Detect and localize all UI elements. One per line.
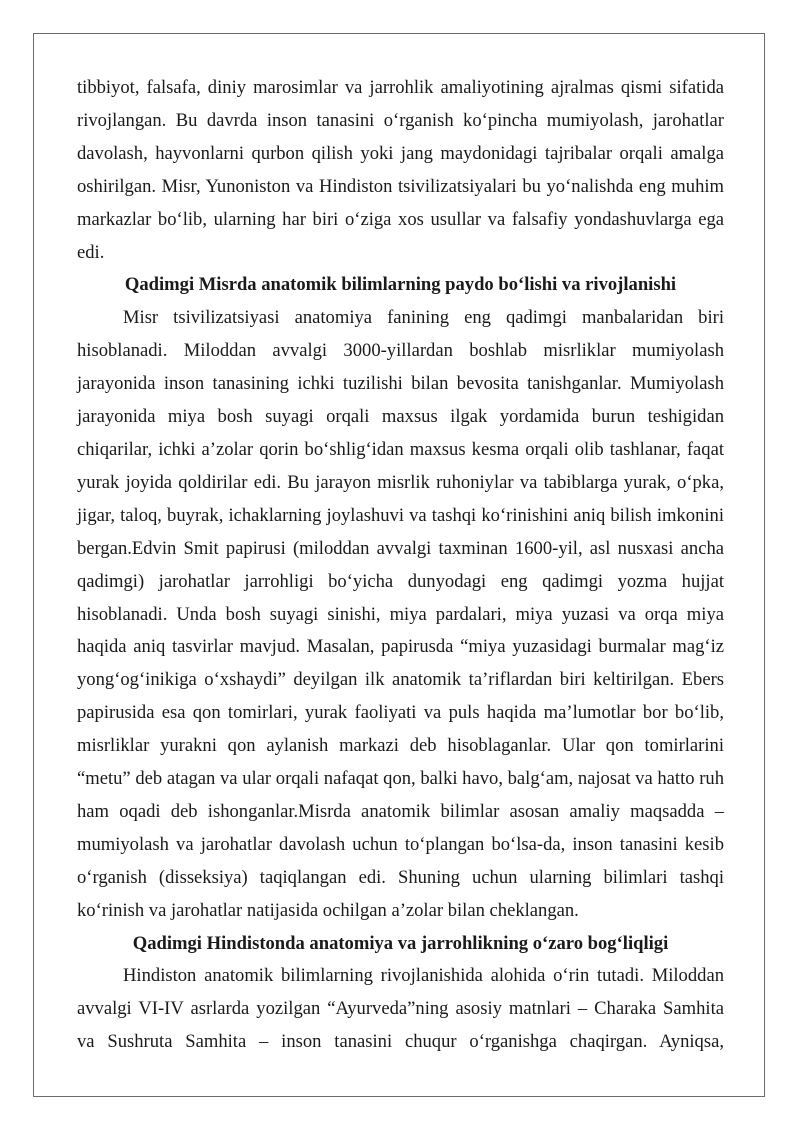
- intro-paragraph: tibbiyot, falsafa, diniy marosimlar va jarrohlik amaliyotining ajralmas qismi sifatida rivojlangan. Bu davrda inson tanasini o‘rganish ko‘pincha mumiyolash, jarohatlar davolash, hayvonlarni qurbon qilish yoki jang maydonidagi tajribalar orqali amalga oshirilgan. Misr, Yunoniston va Hindiston tsivilizatsiyalari bu yo‘nalishda eng muhim markazlar bo‘lib, ularning har biri o‘ziga xos usullar va falsafiy yondashuvlarga ega edi.: [77, 77, 724, 263]
- section-heading-egypt: Qadimgi Misrda anatomik bilimlarning paydo bo‘lishi va rivojlanishi: [124, 274, 677, 296]
- india-paragraph: Hindiston anatomik bilimlarning rivojlanishida alohida o‘rin tutadi. Miloddan avvalgi VI-IV asrlarda yozilgan “Ayurveda”ning asosiy matnlari – Charaka Samhita va Sushruta Samhita – inson tanasini chuqur o‘rganishga chaqirgan. Ayniqsa,: [77, 965, 724, 1053]
- document-body: [77, 72, 724, 1059]
- egypt-paragraph: Misr tsivilizatsiyasi anatomiya fanining eng qadimgi manbalaridan biri hisoblanadi. Miloddan avvalgi 3000-yillardan boshlab misrliklar mumiyolash jarayonida inson tanasining ichki tuzilishi bilan bevosita tanishganlar. Mumiyolash jarayonida miya bosh suyagi orqali maxsus ilgak yordamida burun teshigidan chiqarilar, ichki a’zolar qorin bo‘shlig‘idan maxsus kesma orqali olib tashlanar, faqat yurak joyida qoldirilar edi. Bu jarayon misrlik ruhoniylar va tabiblarga yurak, o‘pka, jigar, taloq, buyrak, ichaklarning joylashuvi va tashqi ko‘rinishini aniq bilish imkonini bergan.Edvin Smit papirusi (miloddan avvalgi taxminan 1600-yil, asl nusxasi ancha qadimgi) jarohatlar jarrohligi bo‘yicha dunyodagi eng qadimgi yozma hujjat hisoblanadi. Unda bosh suyagi sinishi, miya pardalari, miya yuzasi va orqa miya haqida aniq tasvirlar mavjud. Masalan, papirusda “miya yuzasidagi burmalar mag‘iz yong‘og‘inikiga o‘xshaydi” deyilgan ilk anatomik ta’riflardan biri keltirilgan. Ebers papirusida esa qon tomirlari, yurak faoliyati va puls haqida ma’lumotlar bor bo‘lib, misrliklar yurakni qon aylanish markazi deb hisoblaganlar. Ular qon tomirlarini “metu” deb atagan va ular orqali nafaqat qon, balki havo, balg‘am, najosat va hatto ruh ham oqadi deb ishonganlar.Misrda anatomik bilimlar asosan amaliy maqsadda – mumiyolash va jarohatlar davolash uchun to‘plangan bo‘lsa-da, inson tanasini kesib o‘rganish (disseksiya) taqiqlangan edi. Shuning uchun ularning bilimlari tashqi ko‘rinish va jarohatlar natijasida ochilgan a’zolar bilan cheklangan.: [77, 307, 724, 921]
- section-heading-india: Qadimgi Hindistonda anatomiya va jarrohlikning o‘zaro bog‘liqligi: [132, 932, 669, 954]
